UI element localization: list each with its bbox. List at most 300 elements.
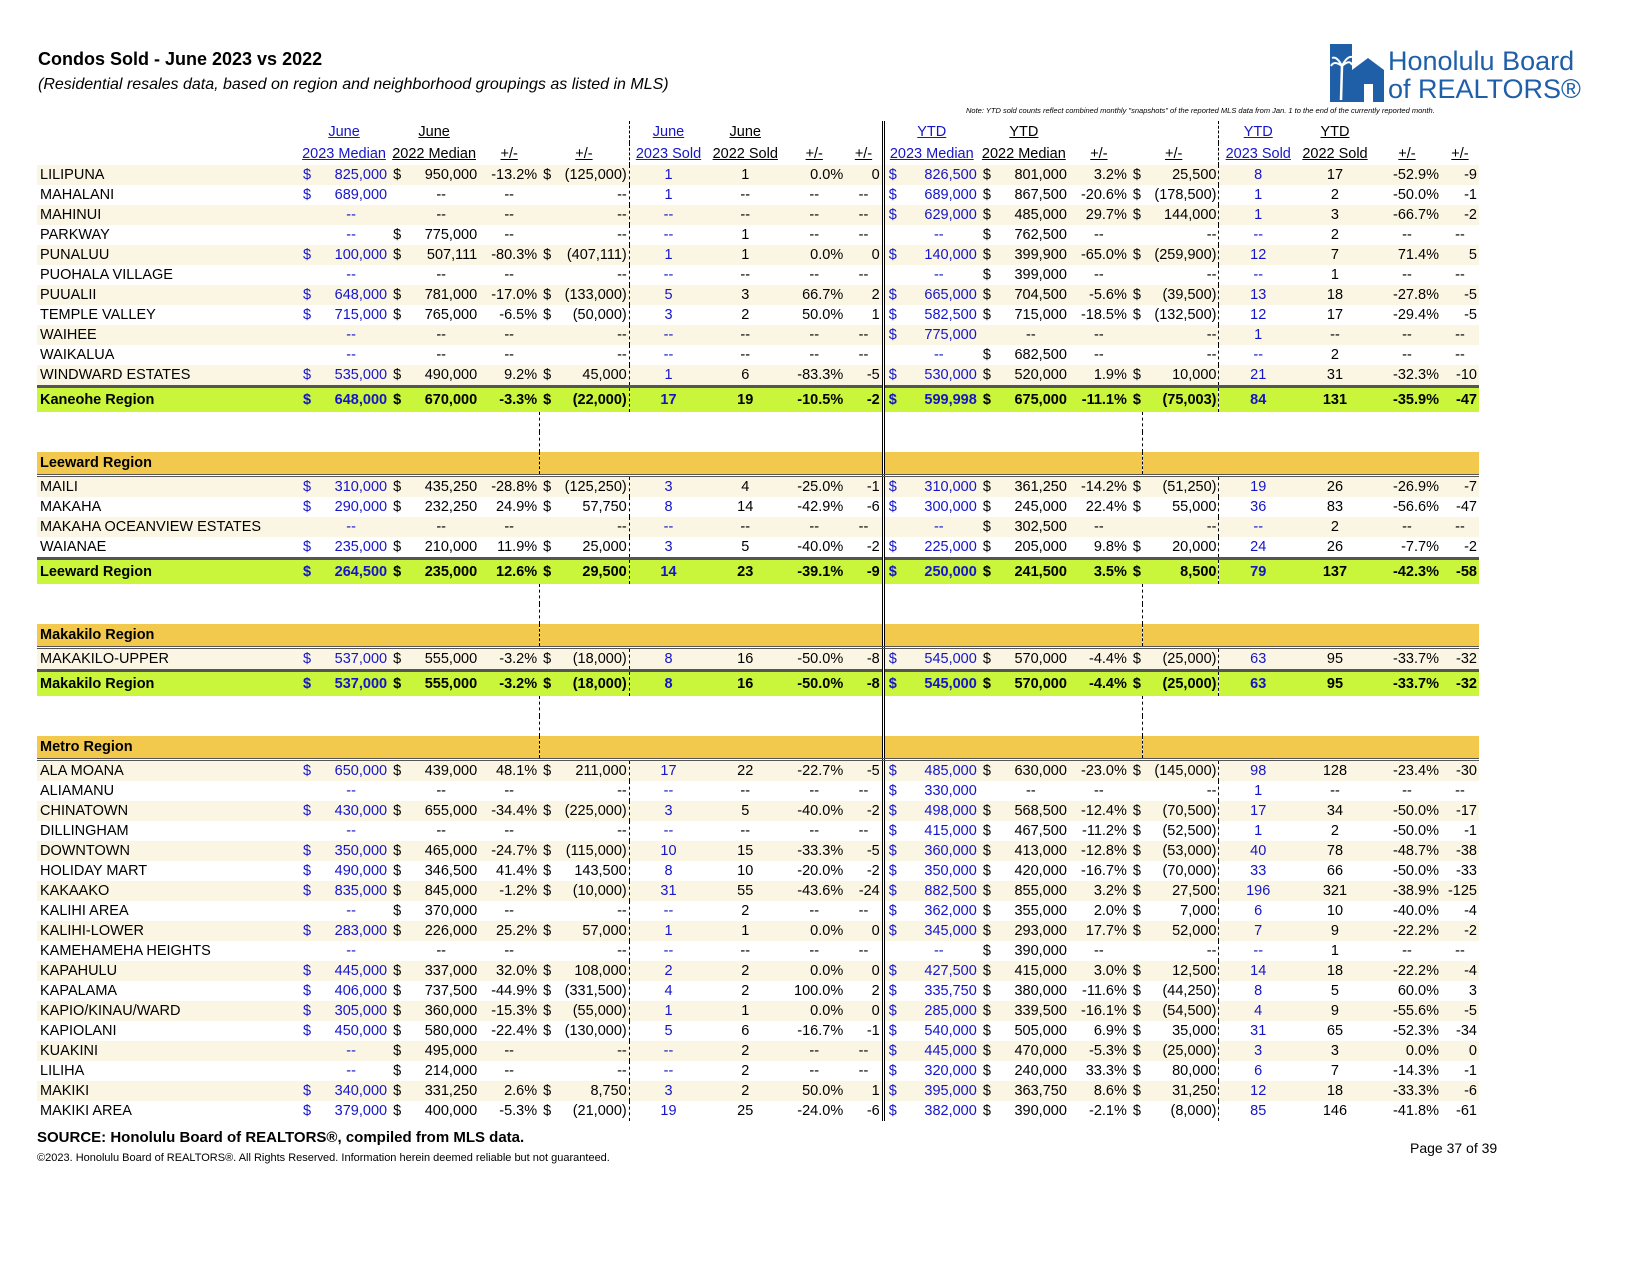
dollar-sign: $	[1132, 903, 1141, 919]
table-cell: 1	[707, 165, 783, 185]
spacer-cell	[783, 716, 845, 736]
region-header-fill	[403, 736, 479, 760]
dollar-sign: $	[299, 841, 313, 861]
table-cell: --	[663, 823, 674, 839]
spacer-cell	[629, 604, 707, 624]
table-cell: -23.4%	[1373, 760, 1441, 782]
dollar-sign: $	[979, 165, 993, 185]
table-cell: 143,500	[553, 861, 629, 881]
table-cell: --	[504, 943, 514, 959]
region-header-fill	[313, 624, 389, 648]
table-cell: 300,000	[924, 499, 977, 515]
spacer-cell	[539, 696, 553, 716]
table-cell: 855,000	[993, 881, 1069, 901]
page-subtitle: (Residential resales data, based on region and neighborhood groupings as listed in MLS)	[38, 76, 669, 93]
table-cell: (8,000)	[1143, 1101, 1219, 1121]
dollar-sign: $	[982, 983, 991, 999]
table-cell: 399,900	[993, 245, 1069, 265]
table-cell: (115,000)	[553, 841, 629, 861]
table-cell: 3	[1297, 1041, 1373, 1061]
table-cell: 5	[664, 1023, 673, 1039]
spacer-cell	[707, 432, 783, 452]
table-cell: --	[1094, 783, 1104, 799]
dollar-sign: $	[299, 1001, 313, 1021]
table-cell: 144,000	[1143, 205, 1219, 225]
table-cell: 540,000	[924, 1023, 977, 1039]
spacer-row	[37, 412, 1479, 432]
spacer-cell	[37, 696, 299, 716]
table-cell: 715,000	[1014, 307, 1067, 323]
table-cell: 467,500	[1014, 823, 1067, 839]
table-row	[37, 760, 1479, 782]
table-cell: 245,000	[1014, 499, 1067, 515]
table-cell: 14	[629, 559, 707, 585]
table-cell: 406,000	[334, 983, 388, 999]
spacer-cell	[883, 412, 899, 432]
dollar-sign: $	[979, 245, 993, 265]
spacer-cell	[845, 696, 883, 716]
table-cell: (125,000)	[553, 165, 629, 185]
table-cell: 55	[707, 881, 783, 901]
table-cell: --	[809, 347, 820, 363]
dollar-sign: $	[883, 760, 899, 782]
table-cell: -20.6%	[1080, 187, 1127, 203]
region-section-header	[37, 624, 1479, 648]
table-cell: 3.2%	[1069, 881, 1129, 901]
neighborhood-name: LILIHA	[40, 1063, 85, 1079]
column-header: June	[652, 124, 685, 140]
table-cell: 25.2%	[479, 921, 539, 941]
spacer-cell	[979, 716, 993, 736]
table-cell: 339,500	[993, 1001, 1069, 1021]
table-cell: 2	[1330, 187, 1339, 203]
table-cell: 650,000	[313, 760, 389, 782]
table-cell: -1	[1464, 187, 1477, 203]
table-cell: --	[1143, 325, 1219, 345]
spacer-cell	[899, 716, 979, 736]
dollar-sign: $	[389, 760, 403, 782]
table-cell: --	[346, 943, 356, 959]
dollar-sign	[539, 1041, 553, 1061]
neighborhood-name: MAILI	[37, 476, 299, 498]
region-header-fill	[539, 624, 553, 648]
table-cell: 415,000	[924, 823, 977, 839]
region-header-fill	[629, 624, 707, 648]
spacer-cell	[299, 412, 313, 432]
table-cell: 17.7%	[1069, 921, 1129, 941]
table-cell: 2	[707, 961, 783, 981]
table-cell: --	[479, 205, 539, 225]
table-cell: 19	[660, 1103, 677, 1119]
dollar-sign: $	[393, 307, 402, 323]
table-cell: --	[1069, 517, 1129, 537]
table-cell: -2.1%	[1089, 1103, 1127, 1119]
dollar-sign: $	[883, 961, 899, 981]
table-cell: 0.0%	[783, 1001, 845, 1021]
dollar-sign	[299, 325, 313, 345]
table-cell: 535,000	[313, 365, 389, 387]
region-header-fill	[845, 452, 883, 476]
dollar-sign: $	[888, 1103, 897, 1119]
table-cell: (133,000)	[553, 285, 629, 305]
table-cell: 18	[1297, 285, 1373, 305]
table-cell: -52.3%	[1393, 1023, 1439, 1039]
table-cell: 665,000	[899, 285, 979, 305]
table-cell: --	[1026, 783, 1036, 799]
spacer-cell	[299, 716, 313, 736]
table-cell: 439,000	[403, 760, 479, 782]
dollar-sign	[1129, 517, 1143, 537]
region-header-fill	[1441, 452, 1479, 476]
table-cell: (10,000)	[553, 881, 629, 901]
table-cell: 10	[629, 841, 707, 861]
table-cell: 1	[845, 305, 883, 325]
table-cell: -34	[1456, 1023, 1477, 1039]
table-cell: -58	[1441, 559, 1479, 585]
dollar-sign: $	[1129, 559, 1143, 585]
dollar-sign: $	[979, 205, 993, 225]
table-cell: 1	[1219, 325, 1297, 345]
table-cell: 346,500	[424, 863, 478, 879]
dollar-sign	[299, 225, 313, 245]
table-cell: --	[504, 227, 514, 243]
table-cell: -15.3%	[479, 1001, 539, 1021]
region-header-fill	[979, 452, 993, 476]
table-cell: 17	[629, 760, 707, 782]
dollar-sign	[539, 821, 553, 841]
dollar-sign: $	[1132, 983, 1141, 999]
table-cell: --	[479, 517, 539, 537]
table-cell: --	[1402, 783, 1412, 799]
region-header-fill	[993, 452, 1069, 476]
spacer-cell	[1129, 604, 1143, 624]
dollar-sign	[299, 265, 313, 285]
region-header-fill	[553, 624, 629, 648]
table-cell: 50.0%	[802, 307, 844, 323]
dollar-sign	[539, 225, 553, 245]
table-cell: 555,000	[403, 648, 479, 671]
spacer-cell	[1129, 412, 1143, 432]
column-header: June	[418, 124, 450, 140]
table-cell: (25,000)	[1143, 671, 1219, 697]
table-cell: --	[845, 821, 883, 841]
dollar-sign	[539, 265, 553, 285]
dollar-sign	[979, 325, 993, 345]
dollar-sign: $	[888, 499, 897, 515]
table-cell: -22.2%	[1373, 921, 1441, 941]
table-cell: --	[553, 225, 629, 245]
dollar-sign: $	[1129, 285, 1143, 305]
dollar-sign: $	[979, 760, 993, 782]
region-header-fill	[1373, 736, 1441, 760]
region-header-fill	[389, 624, 403, 648]
table-cell: --	[479, 1041, 539, 1061]
region-header-fill	[707, 452, 783, 476]
dollar-sign: $	[979, 365, 993, 387]
dollar-sign: $	[1132, 1103, 1141, 1119]
dollar-sign: $	[1132, 823, 1141, 839]
table-cell: --	[346, 347, 356, 363]
table-cell: -7	[1441, 476, 1479, 498]
table-cell: 737,500	[424, 983, 478, 999]
spacer-cell	[629, 412, 707, 432]
dollar-sign: $	[303, 1103, 312, 1119]
dollar-sign: $	[539, 245, 553, 265]
dollar-sign: $	[979, 648, 993, 671]
table-cell: --	[1143, 941, 1219, 961]
table-cell: 15	[707, 841, 783, 861]
table-cell: 2	[1297, 517, 1373, 537]
table-cell: --	[629, 517, 707, 537]
dollar-sign: $	[982, 227, 991, 243]
table-cell: 537,000	[313, 671, 389, 697]
region-header-fill	[299, 736, 313, 760]
dollar-sign: $	[982, 267, 991, 283]
dollar-sign: $	[979, 961, 993, 981]
table-cell: -2	[1441, 205, 1479, 225]
table-cell: -5	[845, 365, 883, 387]
table-row	[37, 537, 1479, 559]
table-cell: --	[1253, 943, 1264, 959]
dollar-sign	[299, 1041, 313, 1061]
table-cell: 10	[1326, 903, 1344, 919]
table-cell: 3.5%	[1069, 559, 1129, 585]
table-cell: 33.3%	[1085, 1063, 1127, 1079]
dollar-sign	[1129, 225, 1143, 245]
table-cell: --	[809, 783, 820, 799]
table-cell: 801,000	[993, 165, 1069, 185]
table-cell: 285,000	[899, 1001, 979, 1021]
table-cell: 19	[707, 387, 783, 413]
dollar-sign: $	[539, 387, 553, 413]
region-header-fill	[993, 624, 1069, 648]
table-cell: --	[629, 325, 707, 345]
table-cell: --	[436, 823, 446, 839]
table-cell: -33	[1456, 863, 1477, 879]
spacer-cell	[479, 432, 539, 452]
spacer-cell	[1441, 432, 1479, 452]
table-cell: --	[740, 783, 751, 799]
region-header-fill	[845, 624, 883, 648]
spacer-cell	[389, 696, 403, 716]
dollar-sign: $	[539, 476, 553, 498]
spacer-cell	[707, 604, 783, 624]
table-cell: 3	[1219, 1041, 1297, 1061]
table-cell: -11.6%	[1082, 983, 1127, 999]
dollar-sign	[389, 185, 403, 205]
spacer-cell	[299, 432, 313, 452]
dollar-sign: $	[389, 1001, 403, 1021]
region-section-header	[37, 736, 1479, 760]
table-cell: 33	[1250, 863, 1267, 879]
table-cell: 670,000	[403, 387, 479, 413]
region-header-fill	[707, 736, 783, 760]
spacer-cell	[1297, 412, 1373, 432]
spacer-cell	[389, 604, 403, 624]
table-cell: 3	[1297, 205, 1373, 225]
table-cell: --	[845, 1041, 883, 1061]
spacer-cell	[539, 432, 553, 452]
dollar-sign: $	[389, 801, 403, 821]
spacer-cell	[783, 432, 845, 452]
dollar-sign: $	[1129, 205, 1143, 225]
spacer-row	[37, 432, 1479, 452]
spacer-cell	[37, 604, 299, 624]
column-header: 2022 Sold	[712, 146, 778, 162]
table-cell: --	[845, 225, 883, 245]
region-header-fill	[899, 624, 979, 648]
table-row	[37, 881, 1479, 901]
table-cell: -50.0%	[1393, 187, 1439, 203]
table-cell: 17	[1297, 165, 1373, 185]
neighborhood-name: KAKAAKO	[37, 881, 299, 901]
table-cell: 9	[1297, 921, 1373, 941]
table-cell: 60.0%	[1397, 983, 1439, 999]
table-cell: -4	[1441, 961, 1479, 981]
table-cell: 399,000	[1014, 267, 1067, 283]
spacer-row	[37, 584, 1479, 604]
dollar-sign	[539, 941, 553, 961]
spacer-cell	[553, 432, 629, 452]
table-cell: 22.4%	[1085, 499, 1127, 515]
table-cell: --	[1441, 517, 1479, 537]
table-cell: -9	[845, 559, 883, 585]
dollar-sign	[389, 345, 403, 365]
column-header: +/-	[1129, 143, 1219, 165]
dollar-sign: $	[539, 285, 553, 305]
spacer-cell	[37, 716, 299, 736]
spacer-cell	[1373, 412, 1441, 432]
dollar-sign: $	[1129, 881, 1143, 901]
table-cell: 445,000	[313, 961, 389, 981]
table-cell: -43.6%	[783, 881, 845, 901]
table-cell: 470,000	[993, 1041, 1069, 1061]
table-cell: --	[845, 1061, 883, 1081]
neighborhood-name: HOLIDAY MART	[40, 863, 148, 879]
table-cell: 0	[845, 961, 883, 981]
dollar-sign: $	[979, 881, 993, 901]
table-cell: (25,000)	[1143, 648, 1219, 671]
table-cell: 5	[1441, 245, 1479, 265]
table-cell: --	[740, 347, 751, 363]
dollar-sign: $	[883, 801, 899, 821]
table-cell: 241,500	[993, 559, 1069, 585]
table-cell: -8	[845, 648, 883, 671]
dollar-sign: $	[393, 499, 402, 515]
table-cell: (70,000)	[1143, 861, 1219, 881]
dollar-sign: $	[1132, 1063, 1141, 1079]
table-cell: -13.2%	[479, 165, 539, 185]
region-header-label: Makakilo Region	[37, 624, 299, 648]
page-number: Page 37 of 39	[1410, 1140, 1498, 1156]
dollar-sign: $	[543, 307, 552, 323]
dollar-sign	[883, 265, 899, 285]
table-cell: --	[1094, 227, 1104, 243]
region-header-fill	[389, 452, 403, 476]
dollar-sign: $	[543, 539, 552, 555]
table-cell: 648,000	[313, 387, 389, 413]
dollar-sign: $	[883, 1081, 899, 1101]
table-cell: --	[1441, 325, 1479, 345]
table-cell: 490,000	[334, 863, 388, 879]
table-cell: 137	[1297, 559, 1373, 585]
table-cell: 0	[845, 1001, 883, 1021]
table-cell: -12.4%	[1069, 801, 1129, 821]
table-cell: --	[933, 227, 944, 243]
table-cell: --	[933, 267, 944, 283]
table-cell: 545,000	[899, 648, 979, 671]
table-cell: --	[663, 783, 674, 799]
region-header-fill	[845, 736, 883, 760]
table-cell: 305,000	[313, 1001, 389, 1021]
hbr-logo	[1328, 44, 1618, 108]
table-cell: -1	[845, 476, 883, 498]
table-cell: 310,000	[899, 476, 979, 498]
table-cell: 370,000	[424, 903, 478, 919]
spacer-cell	[479, 716, 539, 736]
table-cell: 8	[629, 671, 707, 697]
table-cell: --	[809, 187, 820, 203]
spacer-cell	[403, 604, 479, 624]
table-cell: (22,000)	[553, 387, 629, 413]
spacer-cell	[389, 716, 403, 736]
region-total-label: Kaneohe Region	[37, 387, 299, 413]
region-header-fill	[783, 736, 845, 760]
table-cell: 0.0%	[1373, 1041, 1441, 1061]
table-cell: -14.2%	[1069, 476, 1129, 498]
table-cell: -33.7%	[1373, 671, 1441, 697]
dollar-sign: $	[1129, 671, 1143, 697]
table-cell: (39,500)	[1143, 285, 1219, 305]
table-row	[37, 961, 1479, 981]
table-cell: 20,000	[1143, 537, 1219, 559]
table-cell: --	[313, 205, 389, 225]
neighborhood-name: MAHINUI	[37, 205, 299, 225]
table-cell: -33.7%	[1373, 648, 1441, 671]
table-cell: 1	[707, 1001, 783, 1021]
table-cell: 31	[1297, 365, 1373, 387]
table-cell: 25,000	[553, 537, 629, 559]
spacer-cell	[1143, 412, 1219, 432]
neighborhood-name: WAIHEE	[37, 325, 299, 345]
dollar-sign	[539, 325, 553, 345]
column-header	[1441, 121, 1479, 143]
table-cell: (18,000)	[553, 671, 629, 697]
table-cell: 146	[1322, 1103, 1348, 1119]
dollar-sign: $	[888, 983, 897, 999]
header-blank	[37, 143, 299, 165]
region-header-fill	[539, 452, 553, 476]
dollar-sign: $	[888, 1023, 897, 1039]
table-cell: 505,000	[1014, 1023, 1067, 1039]
table-cell: 582,500	[924, 307, 977, 323]
table-row	[37, 1001, 1479, 1021]
table-cell: -6	[845, 1101, 883, 1121]
table-cell: --	[845, 901, 883, 921]
table-cell: 3	[707, 285, 783, 305]
table-cell: 435,250	[403, 476, 479, 498]
table-cell: -24.7%	[479, 841, 539, 861]
table-cell: 630,000	[993, 760, 1069, 782]
table-cell: -55.6%	[1373, 1001, 1441, 1021]
dollar-sign: $	[1132, 863, 1141, 879]
region-total-label: Makakilo Region	[37, 671, 299, 697]
table-cell: 12	[1250, 307, 1267, 323]
table-cell: 1.9%	[1069, 365, 1129, 387]
dollar-sign	[299, 821, 313, 841]
region-header-fill	[883, 452, 899, 476]
spacer-cell	[403, 696, 479, 716]
